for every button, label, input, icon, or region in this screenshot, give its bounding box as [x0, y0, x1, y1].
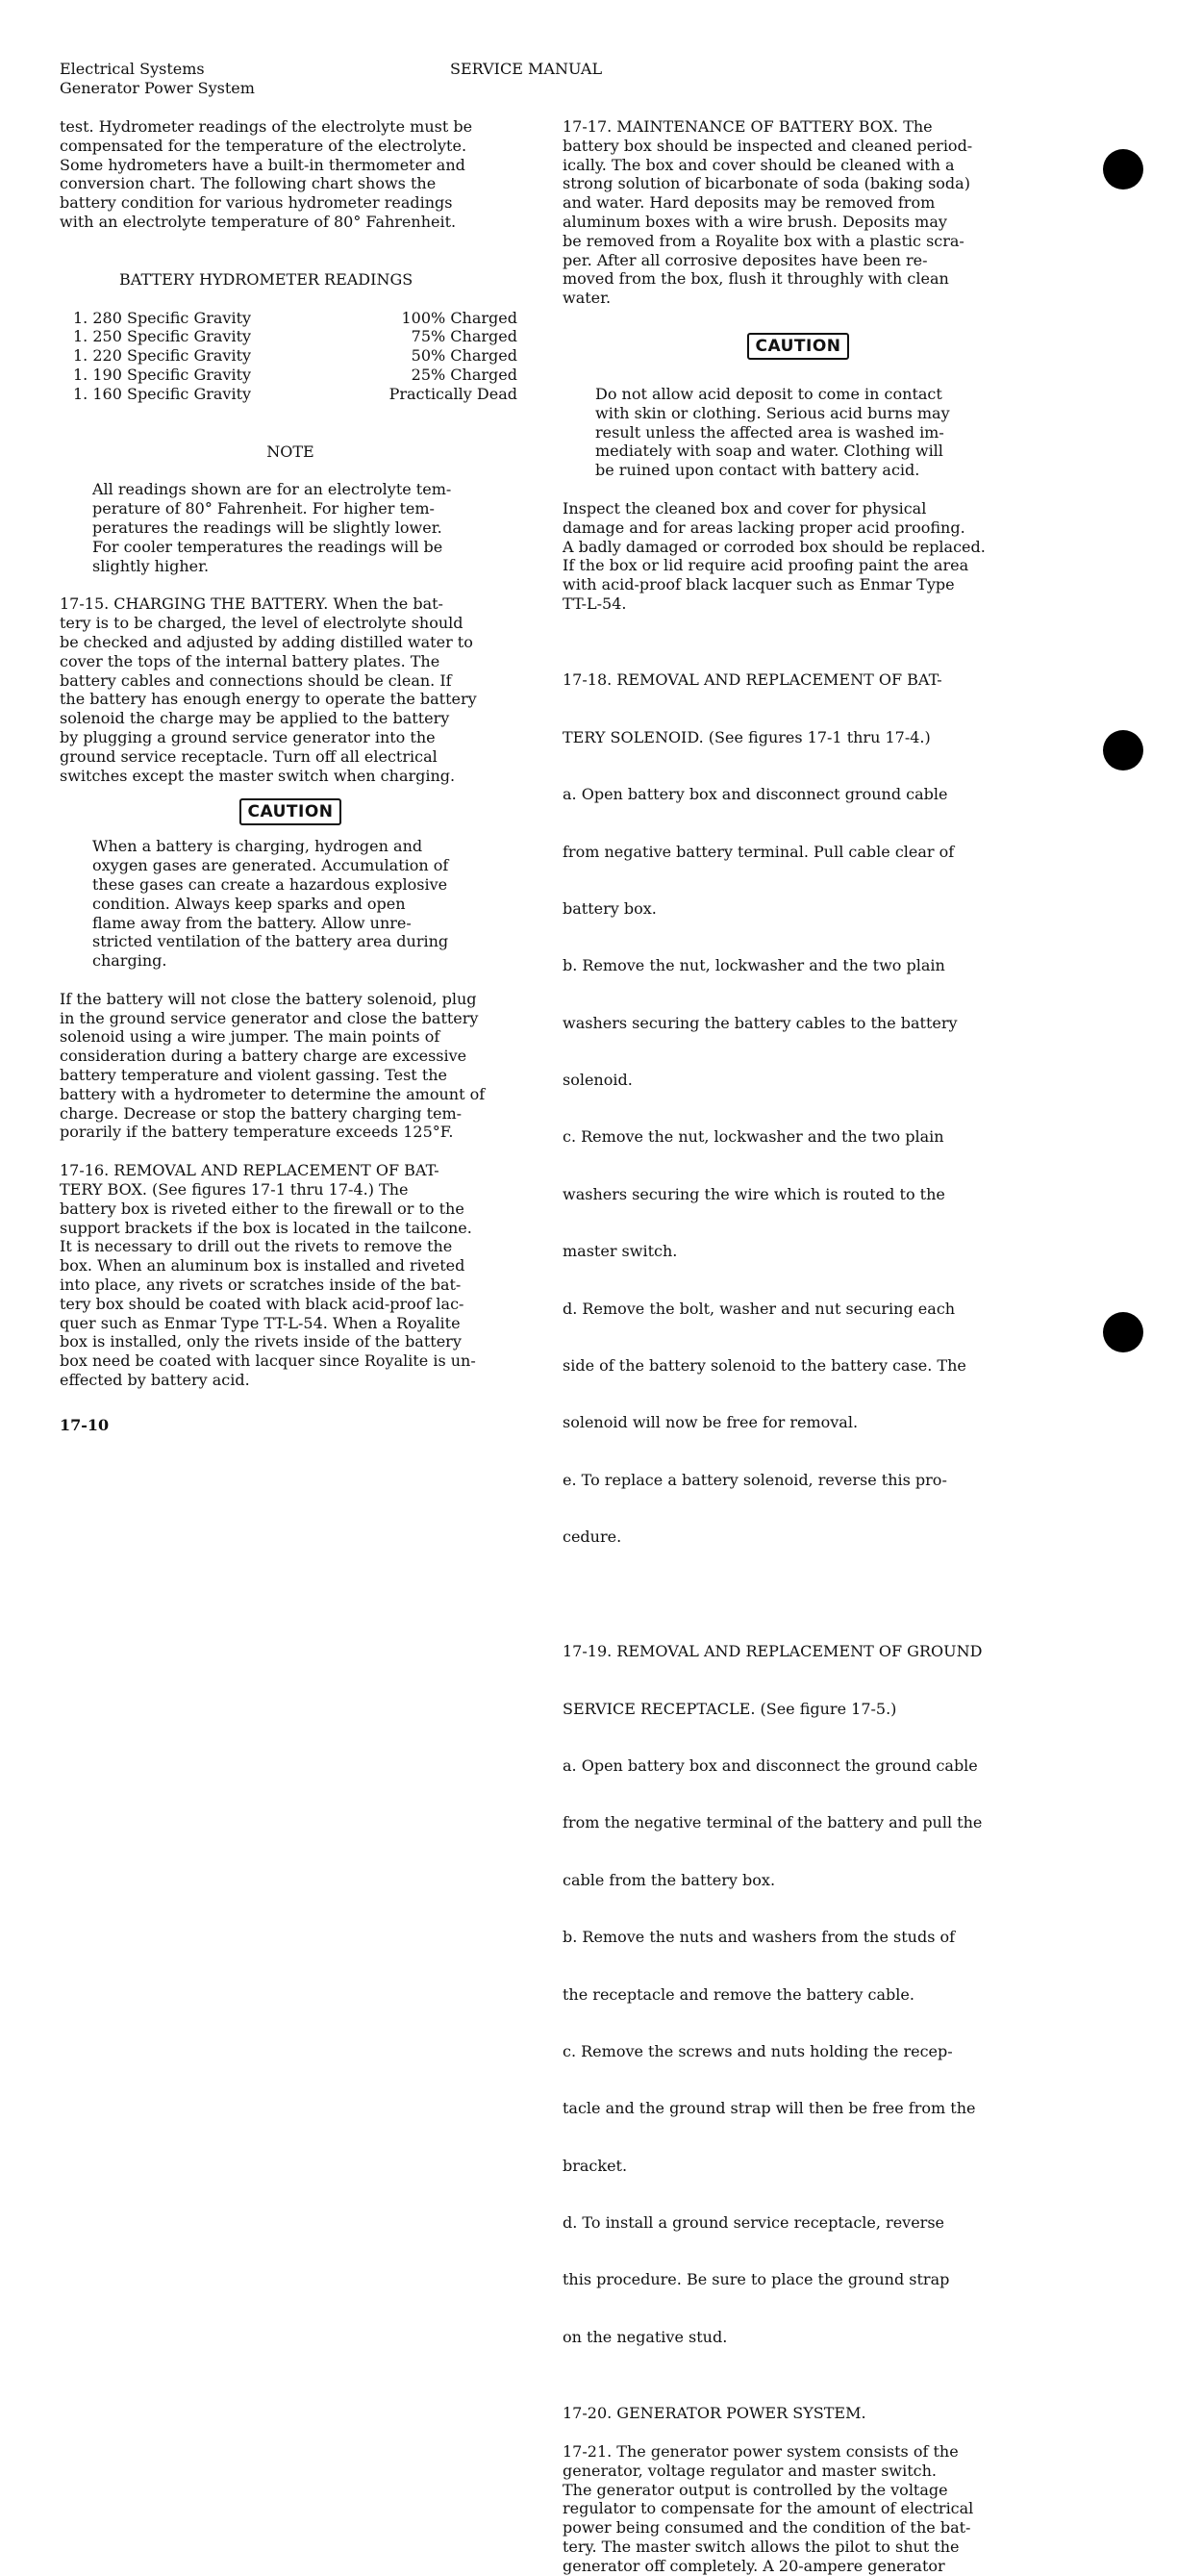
charge-cell: 75% Charged — [411, 327, 517, 346]
text-line: c. Remove the screws and nuts holding the recep- — [563, 2041, 953, 2060]
text-line: slightly higher. — [92, 556, 210, 575]
text-line: generator, voltage regulator and master switch. — [563, 2461, 937, 2480]
text-line: cedure. — [563, 1528, 622, 1547]
text-line: The generator output is controlled by the voltage — [563, 2480, 948, 2499]
generator-paragraph — [563, 2442, 1034, 2576]
table-row — [73, 309, 517, 328]
text-line: TERY BOX. (See figures 17-1 thru 17-4.) The — [60, 1180, 409, 1200]
text-line: Some hydrometers have a built-in thermometer and — [60, 155, 465, 174]
text-line: charge. Decrease or stop the battery charging tem- — [60, 1103, 463, 1123]
text-line: box. When an aluminum box is installed and riveted — [60, 1256, 465, 1275]
text-line: 17-19. REMOVAL AND REPLACEMENT OF GROUND — [563, 1642, 983, 1661]
text-line: from the negative terminal of the battery and pull the — [563, 1813, 983, 1832]
text-line: solenoid using a wire jumper. The main points of — [60, 1027, 440, 1047]
text-line: damage and for areas lacking proper acid proofing. — [563, 518, 965, 537]
solenoid-paragraph — [60, 990, 521, 1142]
text-line: It is necessary to drill out the rivets to remove the — [60, 1237, 453, 1256]
text-line: battery box is riveted either to the firewall or to the — [60, 1199, 464, 1218]
text-line: effected by battery acid. — [60, 1371, 250, 1390]
inspect-paragraph — [563, 499, 1034, 614]
section-title-line1: Electrical Systems — [60, 60, 205, 78]
gravity-cell: 1. 280 Specific Gravity — [73, 308, 252, 327]
text-line: this procedure. Be sure to place the ground strap — [563, 2270, 950, 2289]
caution-paragraph — [563, 385, 1034, 480]
text-line: solenoid. — [563, 1071, 633, 1090]
text-line: tery box should be coated with black acid-proof lac- — [60, 1294, 464, 1313]
caution-label: CAUTION — [239, 798, 340, 825]
text-line: A badly damaged or corroded box should be replaced. — [563, 537, 986, 556]
box-removal-paragraph — [60, 1161, 521, 1390]
text-line: box need be coated with lacquer since Royalite is un- — [60, 1351, 476, 1371]
text-line: the receptacle and remove the battery cable. — [563, 1984, 914, 2004]
section-title-line2: Generator Power System — [60, 79, 255, 97]
text-line: water. — [563, 289, 612, 308]
text-line: solenoid the charge may be applied to the battery — [60, 709, 450, 728]
text-line: conversion chart. The following chart shows the — [60, 174, 437, 193]
text-line: battery temperature and violent gassing. Test the — [60, 1066, 448, 1085]
text-line: with skin or clothing. Serious acid burns may — [595, 403, 950, 422]
text-line: a. Open battery box and disconnect the ground cable — [563, 1755, 978, 1775]
text-line: washers securing the wire which is routed to the — [563, 1184, 945, 1203]
charge-cell: 25% Charged — [411, 365, 517, 384]
text-line: charging. — [92, 951, 167, 971]
text-line: cable from the battery box. — [563, 1870, 776, 1889]
punch-hole-bottom — [1103, 1312, 1143, 1352]
text-line: Do not allow acid deposit to come in contact — [595, 384, 942, 403]
text-line: quer such as Enmar Type TT-L-54. When a Royalite — [60, 1313, 461, 1332]
text-line: d. Remove the bolt, washer and nut securing each — [563, 1299, 956, 1318]
text-line: 17-16. REMOVAL AND REPLACEMENT OF BAT- — [60, 1161, 439, 1180]
text-line: by plugging a ground service generator into the — [60, 727, 436, 746]
text-line: be checked and adjusted by adding distilled water to — [60, 632, 473, 651]
text-line: flame away from the battery. Allow unre- — [92, 913, 412, 932]
charge-cell: 50% Charged — [411, 346, 517, 366]
gravity-cell: 1. 190 Specific Gravity — [73, 365, 252, 384]
text-line: battery box. — [563, 898, 657, 918]
text-line: switches except the master switch when charging. — [60, 766, 456, 785]
text-line: b. Remove the nut, lockwasher and the two plain — [563, 956, 945, 975]
text-line: d. To install a ground service receptacle, reverse — [563, 2213, 944, 2233]
text-line: condition. Always keep sparks and open — [92, 894, 406, 913]
text-line: be ruined upon contact with battery acid. — [595, 461, 920, 480]
charge-cell: 100% Charged — [401, 308, 517, 327]
text-line: strong solution of bicarbonate of soda (baking soda) — [563, 174, 970, 193]
note-title: NOTE — [266, 442, 314, 461]
readings-table — [73, 309, 517, 404]
text-line: compensated for the temperature of the electrolyte. — [60, 136, 467, 155]
text-line: For cooler temperatures the readings will be — [92, 537, 443, 556]
text-line: ically. The box and cover should be cleaned with a — [563, 155, 955, 174]
note-paragraph — [60, 480, 521, 575]
text-line: oxygen gases are generated. Accumulation of — [92, 856, 449, 875]
text-line: be removed from a Royalite box with a plastic scra- — [563, 231, 964, 250]
text-line: from negative battery terminal. Pull cable clear of — [563, 842, 955, 861]
text-line: tacle and the ground strap will then be free from the — [563, 2099, 976, 2118]
left-column — [60, 117, 521, 1390]
table-row — [73, 366, 517, 385]
receptacle-paragraph — [563, 1604, 1034, 2386]
text-line: All readings shown are for an electrolyte tem- — [92, 480, 452, 499]
intro-paragraph — [60, 117, 521, 232]
text-line: regulator to compensate for the amount of electrical — [563, 2499, 974, 2518]
text-line: power being consumed and the condition of the bat- — [563, 2518, 971, 2538]
gravity-cell: 1. 250 Specific Gravity — [73, 327, 252, 346]
table-row — [73, 346, 517, 366]
text-line: 17-21. The generator power system consists of the — [563, 2442, 959, 2462]
text-line: in the ground service generator and close the battery — [60, 1008, 479, 1027]
text-line: moved from the box, flush it throughly with clean — [563, 269, 949, 289]
text-line: 17-17. MAINTENANCE OF BATTERY BOX. The — [563, 117, 933, 136]
text-line: bracket. — [563, 2156, 628, 2175]
text-line: battery condition for various hydrometer readings — [60, 193, 453, 213]
text-line: c. Remove the nut, lockwasher and the two plain — [563, 1127, 944, 1147]
manual-title: SERVICE MANUAL — [450, 60, 603, 78]
text-line: solenoid will now be free for removal. — [563, 1413, 859, 1432]
text-line: the battery has enough energy to operate the battery — [60, 690, 477, 709]
text-line: these gases can create a hazardous explosive — [92, 874, 448, 894]
text-line: If the battery will not close the battery solenoid, plug — [60, 989, 477, 1008]
text-line: SERVICE RECEPTACLE. (See figure 17-5.) — [563, 1699, 897, 1718]
text-line: side of the battery solenoid to the battery case. The — [563, 1356, 966, 1376]
text-line: support brackets if the box is located in the tailcone. — [60, 1218, 472, 1237]
text-line: master switch. — [563, 1242, 678, 1261]
text-line: battery with a hydrometer to determine the amount of — [60, 1084, 486, 1103]
text-line: When a battery is charging, hydrogen and — [92, 837, 423, 856]
punch-hole-middle — [1103, 730, 1143, 770]
text-line: If the box or lid require acid proofing paint the area — [563, 556, 969, 575]
text-line: result unless the affected area is washed im- — [595, 422, 944, 442]
text-line: ground service receptacle. Turn off all electrical — [60, 746, 438, 766]
table-row — [73, 385, 517, 404]
text-line: generator off completely. A 20-ampere generator — [563, 2556, 945, 2575]
text-line: TERY SOLENOID. (See figures 17-1 thru 17-4.) — [563, 727, 931, 746]
section-title — [60, 60, 255, 98]
text-line: tery. The master switch allows the pilot to shut the — [563, 2538, 960, 2557]
text-line: porarily if the battery temperature exceeds 125°F. — [60, 1123, 454, 1142]
gravity-cell: 1. 220 Specific Gravity — [73, 346, 252, 366]
generator-heading: 17-20. GENERATOR POWER SYSTEM. — [563, 2404, 866, 2423]
text-line: aluminum boxes with a wire brush. Deposits may — [563, 212, 947, 231]
text-line: with acid-proof black lacquer such as Enmar Type — [563, 575, 955, 594]
text-line: box is installed, only the rivets inside of the battery — [60, 1332, 462, 1351]
page-number: 17-10 — [60, 1416, 110, 1434]
text-line: TT-L-54. — [563, 593, 627, 613]
maintenance-paragraph — [563, 117, 1034, 308]
text-line: 17-18. REMOVAL AND REPLACEMENT OF BAT- — [563, 670, 942, 690]
text-line: tery is to be charged, the level of electrolyte should — [60, 614, 463, 633]
solenoid-removal-paragraph — [563, 633, 1034, 1585]
gravity-cell: 1. 160 Specific Gravity — [73, 384, 252, 403]
text-line: e. To replace a battery solenoid, reverse this pro- — [563, 1470, 947, 1489]
text-line: b. Remove the nuts and washers from the studs of — [563, 1928, 956, 1947]
text-line: battery box should be inspected and cleaned period- — [563, 136, 973, 155]
charge-cell: Practically Dead — [388, 384, 517, 403]
text-line: 17-15. CHARGING THE BATTERY. When the bat- — [60, 594, 443, 614]
text-line: and water. Hard deposits may be removed from — [563, 193, 936, 213]
text-line: test. Hydrometer readings of the electrolyte must be — [60, 117, 473, 136]
text-line: into place, any rivets or scratches inside of the bat- — [60, 1275, 462, 1295]
text-line: on the negative stud. — [563, 2327, 728, 2346]
text-line: cover the tops of the internal battery plates. The — [60, 651, 440, 670]
text-line: mediately with soap and water. Clothing will — [595, 442, 943, 461]
readings-title: BATTERY HYDROMETER READINGS — [119, 269, 413, 289]
text-line: consideration during a battery charge are excessive — [60, 1047, 467, 1066]
text-line: with an electrolyte temperature of 80° Fahrenheit. — [60, 212, 457, 231]
text-line: per. After all corrosive deposites have been re- — [563, 250, 928, 269]
charging-paragraph — [60, 594, 521, 785]
right-column — [563, 117, 1034, 2576]
text-line: peratures the readings will be slightly lower. — [92, 518, 442, 537]
text-line: washers securing the battery cables to the battery — [563, 1013, 958, 1032]
text-line: Inspect the cleaned box and cover for physical — [563, 498, 927, 518]
text-line: battery cables and connections should be clean. If — [60, 670, 452, 690]
caution-label: CAUTION — [747, 333, 848, 360]
text-line: perature of 80° Fahrenheit. For higher tem- — [92, 499, 435, 518]
punch-hole-top — [1103, 149, 1143, 189]
caution-paragraph — [60, 837, 521, 971]
text-line: a. Open battery box and disconnect ground cable — [563, 785, 948, 804]
table-row — [73, 327, 517, 346]
text-line: stricted ventilation of the battery area during — [92, 932, 449, 951]
